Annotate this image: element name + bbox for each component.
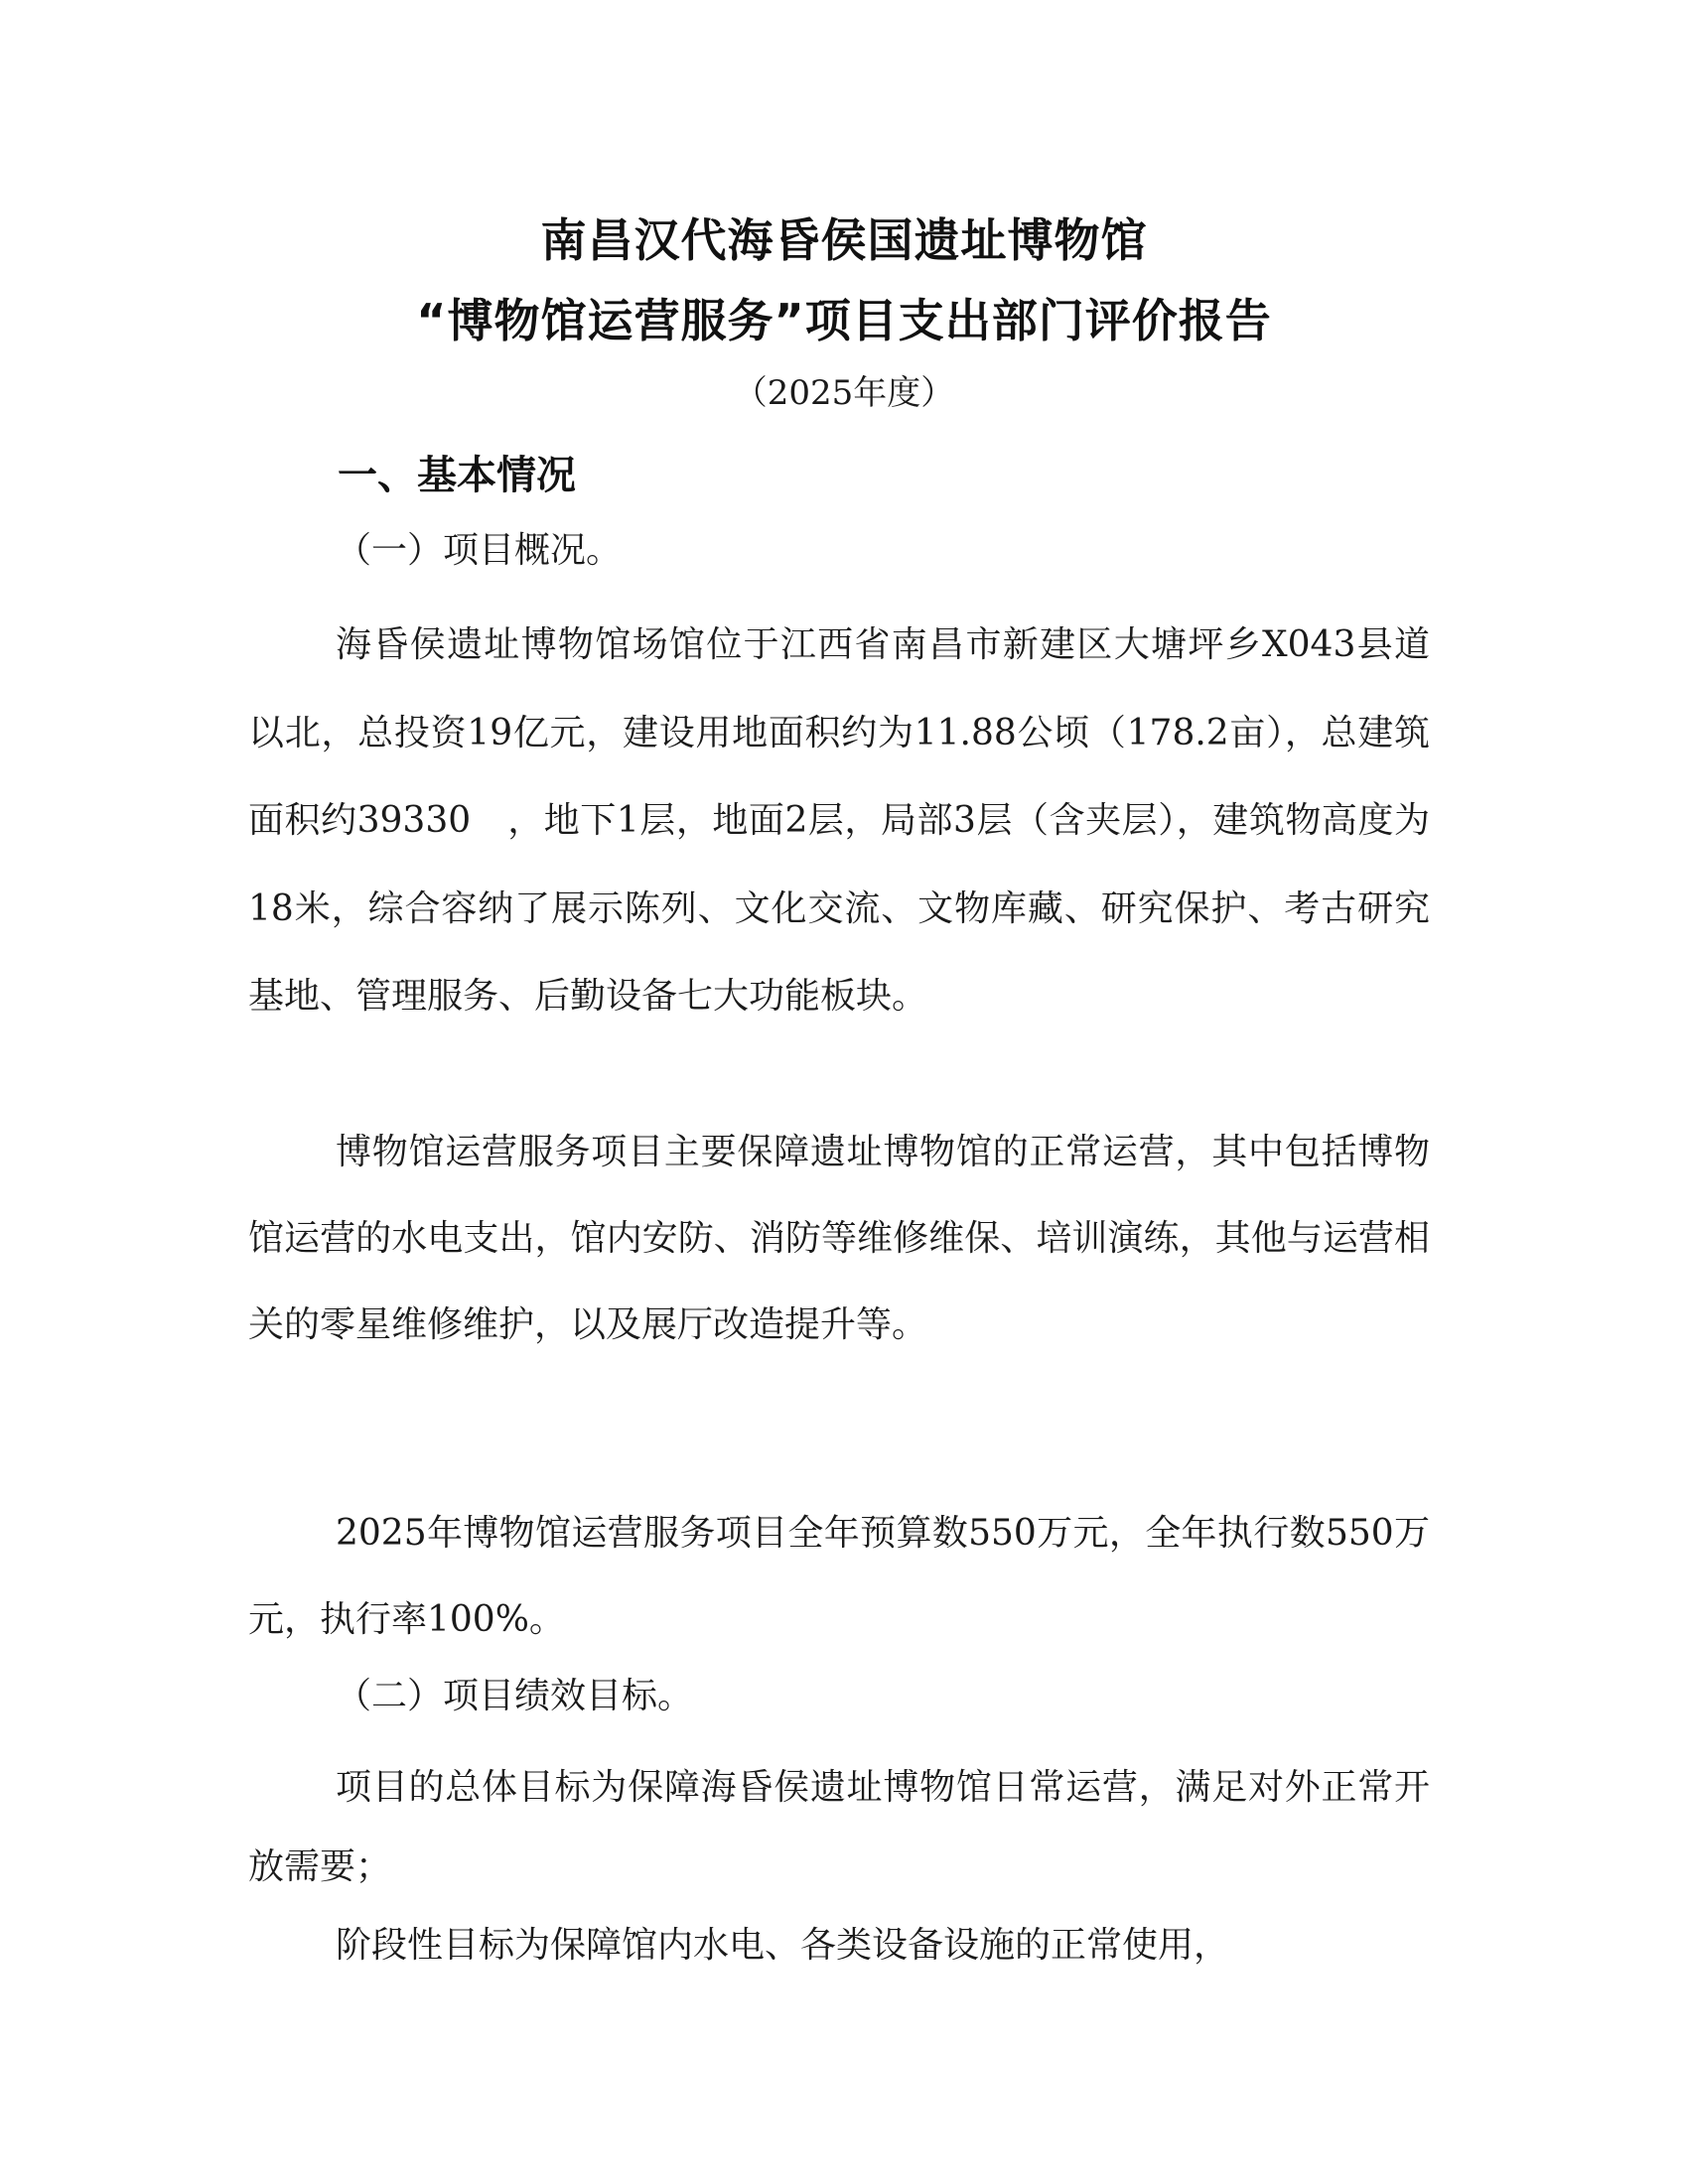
document-title-line-1: 南昌汉代海昏侯国遗址博物馆	[540, 213, 1148, 267]
paragraph-museum-location: 海昏侯遗址博物馆场馆位于江西省南昌市新建区大塘坪乡X043县道以北，总投资19亿元，建设用地面积约为11.88公顷（178.2亩），总建筑面积约39330 ，地下1层，地面2层，局部3层（含夹层），建筑物高度为18米，综合容纳了展示陈列、文化交流、文物库藏、研究保护、考古研究基地、管理服务、后勤设备七大功能板块。	[248, 624, 1430, 1018]
document-subtitle-year: （2025年度）	[733, 373, 955, 413]
section-heading-basic-info: 一、基本情况	[338, 453, 576, 498]
paragraph-budget-execution: 2025年博物馆运营服务项目全年预算数550万元，全年执行数550万元，执行率100%。	[248, 1513, 1430, 1640]
paragraph-overall-goal: 项目的总体目标为保障海昏侯遗址博物馆日常运营，满足对外正常开放需要；	[248, 1767, 1430, 1887]
subsection-heading-performance-goals: （二）项目绩效目标。	[336, 1676, 694, 1716]
paragraph-service-scope: 博物馆运营服务项目主要保障遗址博物馆的正常运营，其中包括博物馆运营的水电支出，馆内安防、消防等维修维保、培训演练，其他与运营相关的零星维修维护，以及展厅改造提升等。	[248, 1132, 1430, 1345]
document-title-line-2: “博物馆运营服务”项目支出部门评价报告	[416, 294, 1272, 347]
subsection-heading-project-overview: （一）项目概况。	[336, 530, 623, 571]
paragraph-stage-goal: 阶段性目标为保障馆内水电、各类设备设施的正常使用，	[336, 1925, 1230, 1966]
